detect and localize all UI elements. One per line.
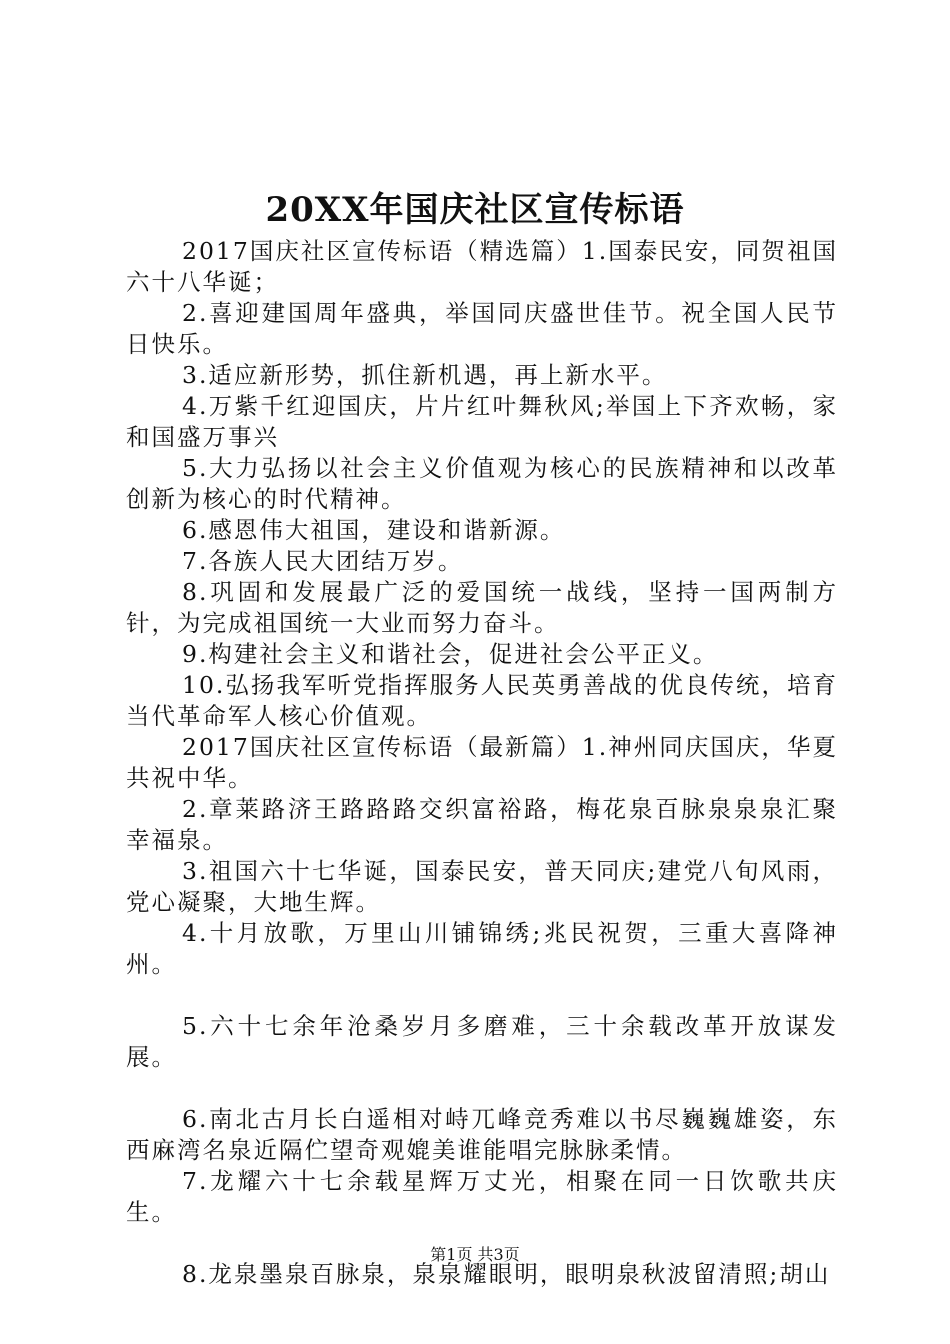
paragraph: 7.龙耀六十七余载星辉万丈光，相聚在同一日饮歌共庆生。 [126,1167,838,1226]
paragraph: 5.大力弘扬以社会主义价值观为核心的民族精神和以改革创新为核心的时代精神。 [126,454,838,513]
page-footer: 第1页 共3页 [430,1245,520,1264]
paragraph: 4.十月放歌，万里山川铺锦绣;兆民祝贺，三重大喜降神州。 [126,919,838,978]
paragraph: 2.章莱路济王路路路交织富裕路，梅花泉百脉泉泉泉汇聚幸福泉。 [126,795,838,854]
paragraph: 3.适应新形势，抓住新机遇，再上新水平。 [182,361,668,389]
paragraph: 10.弘扬我军听党指挥服务人民英勇善战的优良传统，培育当代革命军人核心价值观。 [126,671,838,730]
paragraph: 8.巩固和发展最广泛的爱国统一战线，坚持一国两制方针，为完成祖国统一大业而努力奋斗。 [126,578,838,637]
paragraph: 2.喜迎建国周年盛典，举国同庆盛世佳节。祝全国人民节日快乐。 [126,299,838,358]
paragraph: 3.祖国六十七华诞，国泰民安，普天同庆;建党八旬风雨，党心凝聚，大地生辉。 [126,857,838,916]
paragraph: 2017国庆社区宣传标语（精选篇）1.国泰民安，同贺祖国六十八华诞； [126,237,838,296]
paragraph: 9.构建社会主义和谐社会，促进社会公平正义。 [182,640,719,668]
paragraph: 2017国庆社区宣传标语（最新篇）1.神州同庆国庆，华夏共祝中华。 [126,733,838,792]
document-body [126,236,838,1290]
paragraph: 6.感恩伟大祖国，建设和谐新源。 [182,516,566,544]
paragraph: 6.南北古月长白遥相对峙兀峰竞秀难以书尽巍巍雄姿，东西麻湾名泉近隔伫望奇观媲美谁能唱完脉脉柔情。 [126,1105,838,1164]
paragraph: 8.龙泉墨泉百脉泉，泉泉耀眼明，眼明泉秋波留清照;胡山 [182,1260,831,1288]
paragraph: 5.六十七余年沧桑岁月多磨难，三十余载改革开放谋发展。 [126,1012,838,1071]
paragraph: 7.各族人民大团结万岁。 [182,547,464,575]
paragraph: 4.万紫千红迎国庆，片片红叶舞秋风;举国上下齐欢畅，家和国盛万事兴 [126,392,838,451]
document-title: 20XX年国庆社区宣传标语 [265,190,685,230]
